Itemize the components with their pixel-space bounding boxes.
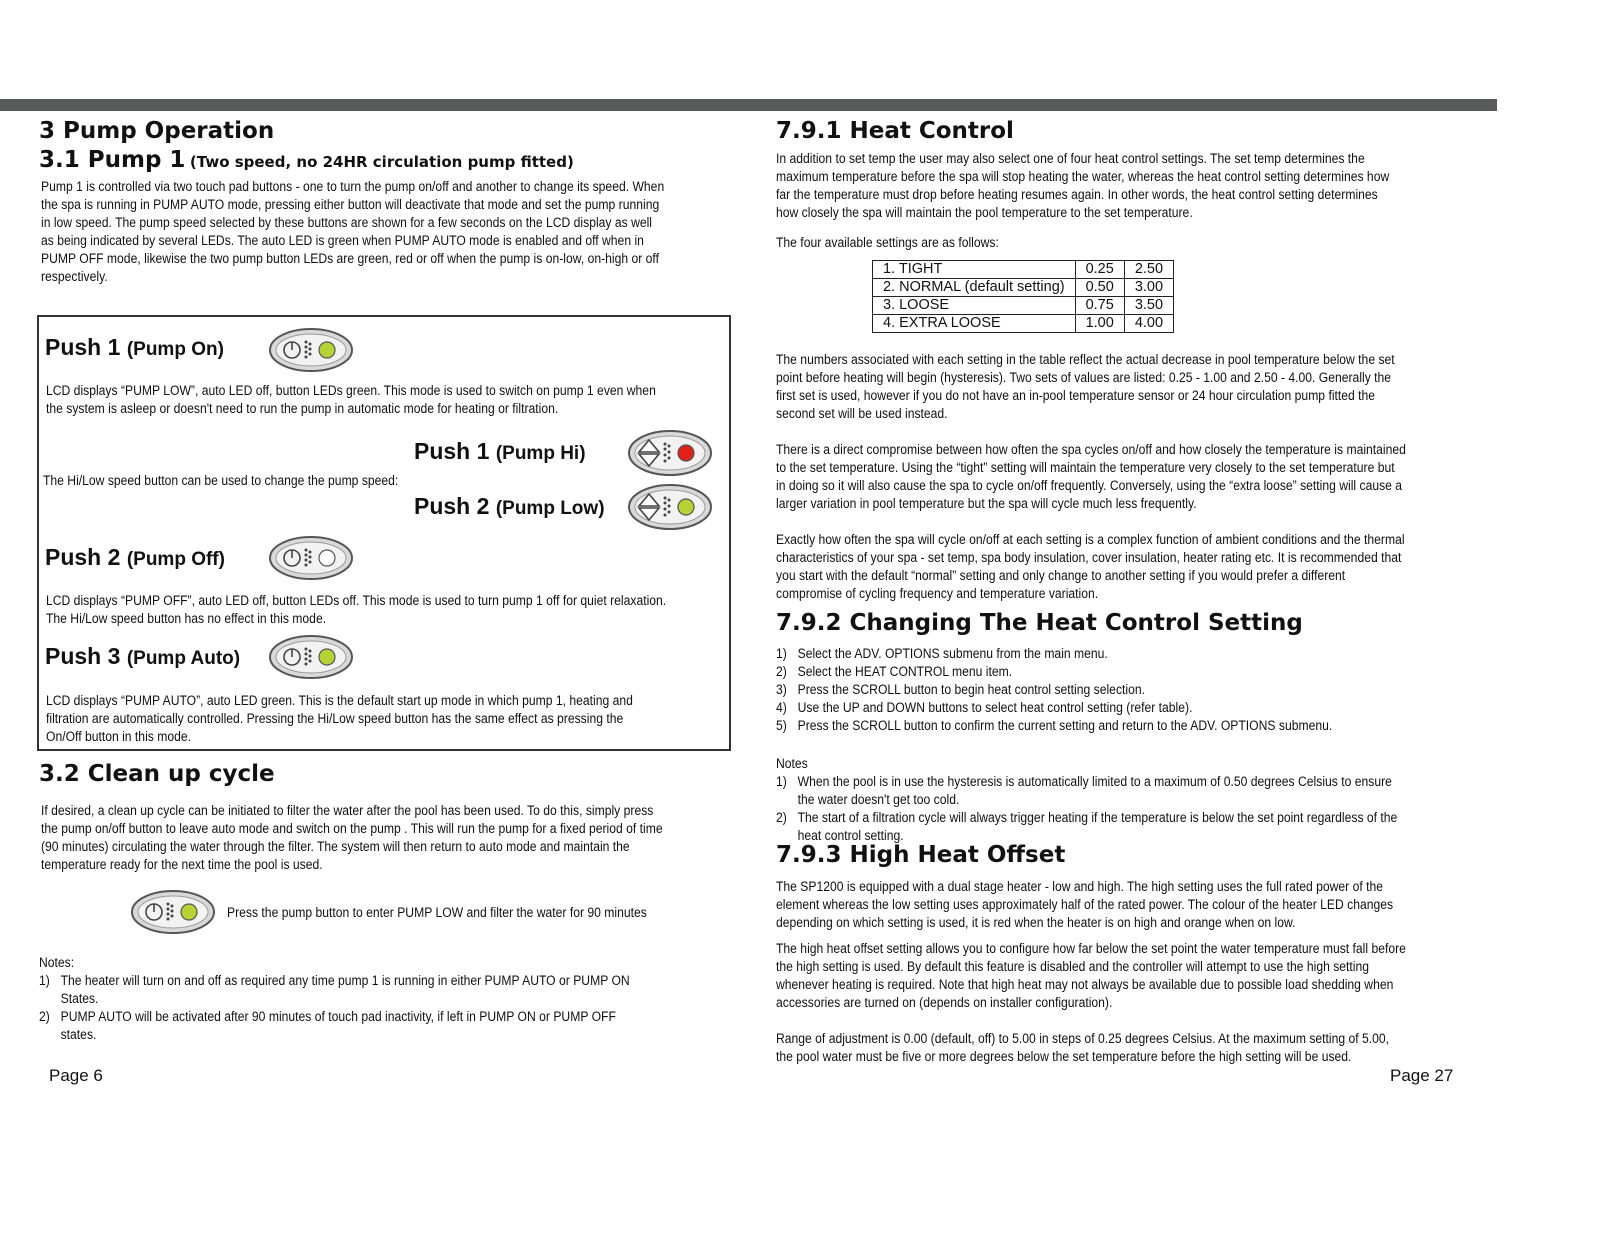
push3-auto-desc <box>46 692 712 746</box>
text-line: LCD displays “PUMP OFF”, auto LED off, button LEDs off. This mode is used to turn pump 1 off for quiet relaxation. <box>46 593 667 608</box>
pump-button-icon <box>130 889 216 935</box>
text-line: in doing so it will also cause the spa to cycle on/off frequently. Conversely, using the “extra loose” setting will cause a <box>776 478 1403 493</box>
text-line: heat control setting. <box>797 828 904 843</box>
right-notes <box>776 755 1438 845</box>
table-cell: 4.00 <box>1124 315 1173 333</box>
text-line: (90 minutes) circulating the water through the filter. The system will then return to auto mode and maintain the <box>41 839 630 854</box>
push-sub-label: (Pump Low) <box>495 498 605 519</box>
subheading-pump-1 <box>39 147 574 173</box>
led-green-icon <box>181 904 197 920</box>
notes-list <box>776 773 1438 845</box>
cleanup-desc <box>41 802 707 874</box>
push2-off-title <box>45 544 225 571</box>
text-line: The numbers associated with each setting in the table reflect the actual decrease in pool temperature below the set <box>776 352 1395 367</box>
list-number: 1) <box>39 973 50 988</box>
push-label: Push 2 <box>45 544 121 570</box>
notes-label: Notes: <box>39 955 75 970</box>
table-cell: 2. NORMAL (default setting) <box>873 279 1076 297</box>
push2-low-title <box>414 493 605 520</box>
text-line: the high setting is used. By default this feature is disabled and the controller will attempt to use the high setting <box>776 959 1370 974</box>
hilow-desc: The Hi/Low speed button can be used to change the pump speed: <box>43 473 399 488</box>
push-sub-label: (Pump Hi) <box>495 443 586 464</box>
table-row <box>873 279 1174 297</box>
table-row <box>873 297 1174 315</box>
list-item <box>776 809 1438 845</box>
push1-hi-title <box>414 438 586 465</box>
text-line: maximum temperature before the spa will stop heating the water, whereas the heat control setting determines how <box>776 169 1390 184</box>
table-row <box>873 261 1174 279</box>
text-line: you start with the default “normal” setting and only change to another setting if you would prefer a different <box>776 568 1346 583</box>
text-line: the pump on/off button to leave auto mode and switch on the pump . This will run the pump for a fixed period of time <box>41 821 663 836</box>
led-green-icon <box>678 499 694 515</box>
list-number: 4) <box>776 700 787 715</box>
text-line: in low speed. The pump speed selected by these buttons are shown for a few seconds on the LCD display as well <box>41 215 653 230</box>
push1-on-desc <box>46 382 712 418</box>
pump-modes-box <box>37 315 731 751</box>
step-text: Select the ADV. OPTIONS submenu from the main menu. <box>797 646 1108 661</box>
text-line: The Hi/Low speed button has no effect in this mode. <box>46 611 327 626</box>
subheading-main: 3.1 Pump 1 <box>39 147 186 173</box>
text-line: The high heat offset setting allows you to configure how far below the set point the water temperature must fall before <box>776 941 1406 956</box>
pump-button-icon <box>268 327 354 373</box>
step-text: Use the UP and DOWN buttons to select heat control setting (refer table). <box>797 700 1193 715</box>
change-setting-heading: 7.9.2 Changing The Heat Control Setting <box>776 610 1303 636</box>
text-line: whenever heating is required. Note that high heat may not always be available due to possible load shedding when <box>776 977 1394 992</box>
table-cell: 4. EXTRA LOOSE <box>873 315 1076 333</box>
text-line: to the set temperature. Using the “tight” setting will maintain the temperature very closely to the set temperature but <box>776 460 1395 475</box>
compromise-desc <box>776 441 1438 513</box>
text-line: PUMP AUTO will be activated after 90 minutes of touch pad inactivity, if left in PUMP ON or PUMP OFF <box>60 1009 616 1024</box>
exactly-desc <box>776 531 1438 603</box>
list-number: 2) <box>39 1009 50 1024</box>
steps-list <box>776 645 1438 735</box>
text-line: compromise of cycling frequency and temperature variation. <box>776 586 1099 601</box>
list-item <box>39 1008 705 1044</box>
text-line: the pool water must be five or more degrees below the set temperature before the high setting will be used. <box>776 1049 1352 1064</box>
list-number: 5) <box>776 718 787 733</box>
table-cell: 3. LOOSE <box>873 297 1076 315</box>
push-label: Push 3 <box>45 643 121 669</box>
push-sub-label: (Pump On) <box>126 339 224 360</box>
text-line: When the pool is in use the hysteresis is automatically limited to a maximum of 0.50 degrees Celsius to ensure <box>797 774 1392 789</box>
heat-control-heading: 7.9.1 Heat Control <box>776 118 1014 144</box>
heat-control-desc <box>776 150 1438 222</box>
table-cell: 0.75 <box>1075 297 1124 315</box>
table-cell: 1. TIGHT <box>873 261 1076 279</box>
list-item <box>776 717 1438 735</box>
pump1-intro <box>41 178 707 286</box>
text-line: LCD displays “PUMP LOW”, auto LED off, button LEDs green. This mode is used to switch on pump 1 even when <box>46 383 656 398</box>
notes-list <box>39 972 705 1044</box>
left-notes <box>39 954 705 1044</box>
hilow-button-icon <box>627 482 713 532</box>
text-line: the spa is running in PUMP AUTO mode, pressing either button will deactivate that mode and set the pump running <box>41 197 660 212</box>
text-line: the system is asleep or doesn't need to run the pump in automatic mode for heating or filtration. <box>46 401 559 416</box>
list-number: 1) <box>776 646 787 661</box>
change-steps <box>776 645 1438 735</box>
push3-auto-title <box>45 643 240 670</box>
settings-intro: The four available settings are as follows: <box>776 235 999 250</box>
text-line: respectively. <box>41 269 108 284</box>
step-text: Select the HEAT CONTROL menu item. <box>797 664 1013 679</box>
push-label: Push 1 <box>414 438 490 464</box>
push-label: Push 2 <box>414 493 490 519</box>
step-text: Press the SCROLL button to begin heat control setting selection. <box>797 682 1145 697</box>
push1-on-title <box>45 334 224 361</box>
cleanup-caption: Press the pump button to enter PUMP LOW and filter the water for 90 minutes <box>227 905 647 920</box>
text-line: how closely the spa will maintain the pool temperature to the set temperature. <box>776 205 1193 220</box>
text-line: point before heating will begin (hysteresis). Two sets of values are listed: 0.25 - 1.00 and 2.50 - 4.00. Generally the <box>776 370 1392 385</box>
table-cell: 3.50 <box>1124 297 1173 315</box>
text-line: depending on which setting is used, it is red when the heater is on high and orange when on low. <box>776 915 1296 930</box>
text-line: characteristics of your spa - set temp, spa body insulation, cover insulation, heater rating etc. It is recommended that <box>776 550 1402 565</box>
text-line: states. <box>60 1027 97 1042</box>
text-line: first set is used, however if you do not have an in-pool temperature sensor or 24 hour circulation pump fitted the <box>776 388 1376 403</box>
step-text: Press the SCROLL button to confirm the current setting and return to the ADV. OPTIONS submenu. <box>797 718 1333 733</box>
text-line: Pump 1 is controlled via two touch pad buttons - one to turn the pump on/off and another to change its speed. When <box>41 179 665 194</box>
range-desc <box>776 1030 1438 1066</box>
page-number-right: Page 27 <box>1390 1066 1454 1085</box>
numbers-desc <box>776 351 1438 423</box>
page-number-left: Page 6 <box>49 1066 103 1085</box>
text-line: States. <box>60 991 99 1006</box>
push-sub-label: (Pump Auto) <box>126 648 241 669</box>
push2-off-desc <box>46 592 712 628</box>
list-number: 2) <box>776 810 787 825</box>
table-row <box>873 315 1174 333</box>
text-line: There is a direct compromise between how often the spa cycles on/off and how closely the temperature is maintained <box>776 442 1406 457</box>
push-label: Push 1 <box>45 334 121 360</box>
list-item <box>39 972 705 1008</box>
table-cell: 0.25 <box>1075 261 1124 279</box>
list-item <box>776 645 1438 663</box>
list-number: 1) <box>776 774 787 789</box>
text-line: as being indicated by several LEDs. The auto LED is green when PUMP AUTO mode is enabled and off when in <box>41 233 644 248</box>
list-item <box>776 699 1438 717</box>
text-line: temperature ready for the next time the pool is used. <box>41 857 323 872</box>
text-line: The heater will turn on and off as required any time pump 1 is running in either PUMP AUTO or PUMP ON <box>60 973 630 988</box>
table-cell: 2.50 <box>1124 261 1173 279</box>
text-line: In addition to set temp the user may also select one of four heat control settings. The set temp determines the <box>776 151 1365 166</box>
subheading-note: (Two speed, no 24HR circulation pump fitted) <box>189 153 574 171</box>
cleanup-heading: 3.2 Clean up cycle <box>39 761 275 787</box>
led-green-icon <box>319 342 335 358</box>
pump-button-icon <box>268 535 354 581</box>
text-line: far the temperature must drop before heating resumes again. In other words, the heat control setting determines <box>776 187 1378 202</box>
text-line: On/Off button in this mode. <box>46 729 191 744</box>
text-line: The start of a filtration cycle will always trigger heating if the temperature is below the set point regardless of the <box>797 810 1398 825</box>
list-item <box>776 663 1438 681</box>
top-bar <box>0 99 1497 111</box>
push-sub-label: (Pump Off) <box>126 549 225 570</box>
text-line: The SP1200 is equipped with a dual stage heater - low and high. The high setting uses the full rated power of the <box>776 879 1384 894</box>
list-number: 2) <box>776 664 787 679</box>
text-line: LCD displays “PUMP AUTO”, auto LED green. This is the default start up mode in which pump 1, heating and <box>46 693 633 708</box>
high-heat-offset-heading: 7.9.3 High Heat Offset <box>776 842 1066 868</box>
text-line: the water doesn't get too cold. <box>797 792 960 807</box>
table-cell: 3.00 <box>1124 279 1173 297</box>
offset2-desc <box>776 940 1438 1012</box>
notes-label: Notes <box>776 756 808 771</box>
text-line: larger variation in pool temperature but the spa will cycle much less frequently. <box>776 496 1197 511</box>
text-line: second set will be used instead. <box>776 406 948 421</box>
led-off-icon <box>319 550 335 566</box>
offset-desc <box>776 878 1438 932</box>
text-line: filtration are automatically controlled. Pressing the Hi/Low speed button has the same effect as pressing the <box>46 711 624 726</box>
led-red-icon <box>678 445 694 461</box>
section-heading-pump-operation: 3 Pump Operation <box>39 118 275 144</box>
led-green-icon <box>319 649 335 665</box>
text-line: PUMP OFF mode, likewise the two pump button LEDs are green, red or off when the pump is on-low, on-high or off <box>41 251 659 266</box>
text-line: Range of adjustment is 0.00 (default, off) to 5.00 in steps of 0.25 degrees Celsius. At the maximum setting of 5.00, <box>776 1031 1390 1046</box>
text-line: element whereas the low setting uses approximately half of the rated power. The colour of the heater LED changes <box>776 897 1394 912</box>
pump-button-icon <box>268 634 354 680</box>
text-line: Exactly how often the spa will cycle on/off at each setting is a complex function of ambient conditions and the thermal <box>776 532 1405 547</box>
table-cell: 0.50 <box>1075 279 1124 297</box>
text-line: If desired, a clean up cycle can be initiated to filter the water after the pool has been used. To do this, simply press <box>41 803 654 818</box>
text-line: accessories are turned on (depends on installer configuration). <box>776 995 1113 1010</box>
list-item <box>776 773 1438 809</box>
hilow-button-icon <box>627 428 713 478</box>
list-number: 3) <box>776 682 787 697</box>
list-item <box>776 681 1438 699</box>
table-cell: 1.00 <box>1075 315 1124 333</box>
heat-settings-table <box>872 260 1174 333</box>
